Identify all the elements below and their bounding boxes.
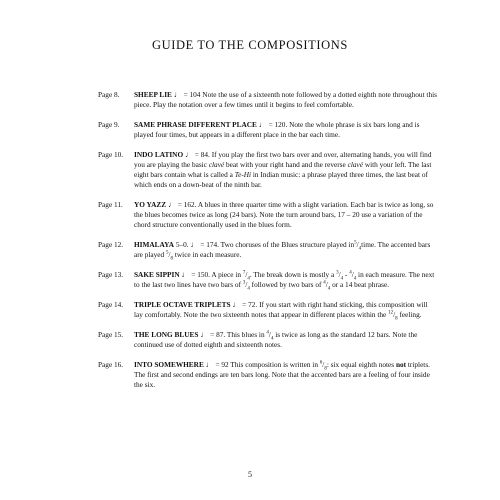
entry-text: beat with your right hand and the reverse — [224, 160, 348, 169]
entry-text: A piece in — [211, 270, 243, 279]
tempo-marking: = 162. — [175, 200, 198, 209]
page-ref: Page 8. — [98, 90, 120, 99]
entry-text: in each measure. The next to the last two lines have two bars of — [134, 270, 435, 289]
composition-name: SAKE SIPPIN — [134, 270, 180, 279]
composition-entry — [98, 200, 438, 230]
tempo-marking: 5–0. — [174, 240, 191, 249]
tempo-marking: = 87. — [208, 330, 227, 339]
entry-text: : six equal eighth notes — [326, 360, 396, 369]
entry-text: or a 14 beat phrase. — [330, 280, 390, 289]
entry-text: triplets. The first and second endings are ten bars long. Note that the accented bars are a feeling of four inside the six. — [134, 360, 430, 389]
composition-entry — [98, 360, 438, 390]
entry-text: - — [343, 270, 350, 279]
tempo-marking: = 92 — [213, 360, 231, 369]
page-ref: Page 12. — [98, 240, 124, 249]
meter-numerator: 4 — [323, 280, 326, 286]
quarter-note-icon: ♩ — [258, 120, 267, 129]
entry-text: Note the use of a sixteenth note followed by a dotted eighth note throughout this piece. Play the notation over a few times until it begins to feel comfortable. — [134, 90, 437, 109]
meter-denominator: 4 — [340, 276, 344, 282]
meter-numerator: 5 — [166, 250, 169, 256]
entry-text: A blues in three quarter time with a slight variation. Each bar is twice as long, so the blues becomes twice as long (24 bars). Note the turn around bars, 17 – 20 use a variation of the chord structure conventionally used in the blues form. — [134, 200, 434, 229]
meter-numerator: 7 — [242, 270, 246, 276]
entry-text: with your left. The last eight bars contain what is called a — [134, 160, 432, 179]
meter-denominator: 4 — [270, 336, 274, 342]
entry-text: This composition is written in — [230, 360, 320, 369]
quarter-note-icon: ♩ — [190, 240, 199, 249]
entry-body — [134, 200, 438, 230]
composition-name: TRIPLE OCTAVE TRIPLETS — [134, 300, 231, 309]
meter-numerator: 5 — [354, 240, 357, 246]
entry-emphasis: clavé — [208, 160, 225, 169]
quarter-note-icon: ♩ — [205, 360, 214, 369]
entry-text: followed by two bars of — [249, 280, 324, 289]
entry-text: If you play the first two bars over and over, alternating hands, you will find you are playing the basic — [134, 150, 432, 169]
entry-body: TRIPLE OCTAVE TRIPLETS ♩ = 72. If you start with right hand sticking, this composition will lay comfortably. Note the two sixteenth notes that appear in different places within the $^{12}/_8$ feeling. — [134, 300, 428, 322]
quarter-note-icon: ♩ — [167, 200, 176, 209]
entry-emphasis: not — [395, 360, 407, 369]
tempo-marking: = 150. — [189, 270, 212, 279]
meter-numerator: 6 — [319, 360, 323, 366]
entry-body — [134, 150, 438, 190]
composition-name: HIMALAYA — [134, 240, 175, 249]
tempo-marking: = 84. — [192, 150, 212, 159]
entry-text: is twice as long as the standard 12 bars. Note the continued use of dotted eighth and sixteenth notes. — [134, 330, 418, 349]
composition-name: THE LONG BLUES — [134, 330, 199, 339]
composition-list — [98, 90, 438, 390]
meter-denominator: 4 — [353, 276, 357, 282]
entry-text: time. The accented bars are played — [134, 240, 431, 259]
page-ref: Page 13. — [98, 270, 124, 279]
tempo-marking: = 174. — [198, 240, 221, 249]
tempo-marking: = 104 — [181, 90, 203, 99]
composition-entry — [98, 120, 438, 140]
tempo-marking: = 120. — [266, 120, 290, 129]
quarter-note-icon: ♩ — [232, 300, 241, 309]
entry-body: HIMALAYA 5–0. ♩ = 174. Two choruses of the Blues structure played $in^5/_4time$. The accented bars are played $^5/_8$ twice in each measure. — [134, 240, 431, 262]
quarter-note-icon: ♩ — [173, 90, 182, 99]
entry-text: in Indian music: a phrase played three times, the last beat of which ends on a down-beat of the ninth bar. — [134, 170, 428, 189]
composition-entry — [98, 150, 438, 190]
composition-entry — [98, 300, 438, 320]
page-number: 5 — [248, 470, 252, 479]
composition-name: YO YAZZ — [134, 200, 167, 209]
meter-numerator: 3 — [242, 280, 246, 286]
composition-entry — [98, 270, 438, 290]
meter-denominator: 4 — [358, 246, 362, 252]
meter-numerator: 3 — [336, 270, 339, 276]
entry-text: Note the whole phrase is six bars long and is played four times, but appears in a different place in the bar each time. — [134, 120, 420, 139]
meter-denominator: 8 — [170, 256, 174, 262]
meter-denominator: 4 — [327, 286, 331, 292]
page-ref: Page 16. — [98, 360, 124, 369]
entry-text: Two choruses of the Blues structure played in — [220, 240, 355, 249]
page-ref: Page 14. — [98, 300, 124, 309]
meter-numerator: 12 — [388, 310, 394, 316]
meter-denominator: 4 — [247, 276, 250, 282]
entry-body — [134, 90, 438, 110]
entry-body: INTO SOMEWHERE ♩ = 92 This composition is written in $^6/_8$: six equal eighth notes not triplets. The first and second endings are ten bars long. Note that the accented bars are a feeling of four inside the six. — [134, 360, 430, 389]
composition-name: SHEEP LIE — [134, 90, 172, 99]
meter-denominator: 8 — [324, 366, 327, 372]
tempo-marking: = 72. — [240, 300, 260, 309]
meter-denominator: 4 — [247, 286, 250, 292]
entry-body: THE LONG BLUES ♩ = 87. This blues in $^4/_4$ is twice as long as the standard 12 bars. Note the continued use of dotted eighth and sixteenth notes. — [134, 330, 418, 349]
quarter-note-icon: ♩ — [200, 330, 209, 339]
composition-entry — [98, 90, 438, 110]
meter-denominator: 8 — [395, 316, 398, 322]
entry-text: This blues in — [226, 330, 267, 339]
composition-entry — [98, 240, 438, 260]
entry-emphasis: Te-Hi — [234, 170, 252, 179]
entry-text: . The break down is mostly a — [249, 270, 337, 279]
entry-body: SAKE SIPPIN ♩ = 150. A piece in $^7/_4$. The break down is mostly a $^3/_4 - ^4/_4$ in each measure. The next to the last two lines have two bars of $^3/_4$ followed by two bars of $^4/_4$ or a 14 beat phrase. — [134, 270, 435, 292]
composition-name: INDO LATINO — [134, 150, 184, 159]
quarter-note-icon: ♩ — [181, 270, 190, 279]
entry-text: twice in each measure. — [173, 250, 242, 259]
quarter-note-icon: ♩ — [184, 150, 193, 159]
page-ref: Page 10. — [98, 150, 124, 159]
entry-text: feeling. — [397, 310, 422, 319]
meter-numerator: 4 — [266, 330, 269, 336]
composition-entry — [98, 330, 438, 350]
page-ref: Page 9. — [98, 120, 120, 129]
entry-text: If you start with right hand sticking, this composition will lay comfortably. Note the two sixteenth notes that appear in different places within the — [134, 300, 428, 319]
page-ref: Page 11. — [98, 200, 123, 209]
meter-numerator: 4 — [349, 270, 352, 276]
composition-name: SAME PHRASE DIFFERENT PLACE — [134, 120, 257, 129]
composition-name: INTO SOMEWHERE — [134, 360, 204, 369]
entry-emphasis: clavé — [347, 160, 363, 169]
entry-body — [134, 120, 438, 140]
page-title: GUIDE TO THE COMPOSITIONS — [152, 38, 348, 52]
page-ref: Page 15. — [98, 330, 124, 339]
